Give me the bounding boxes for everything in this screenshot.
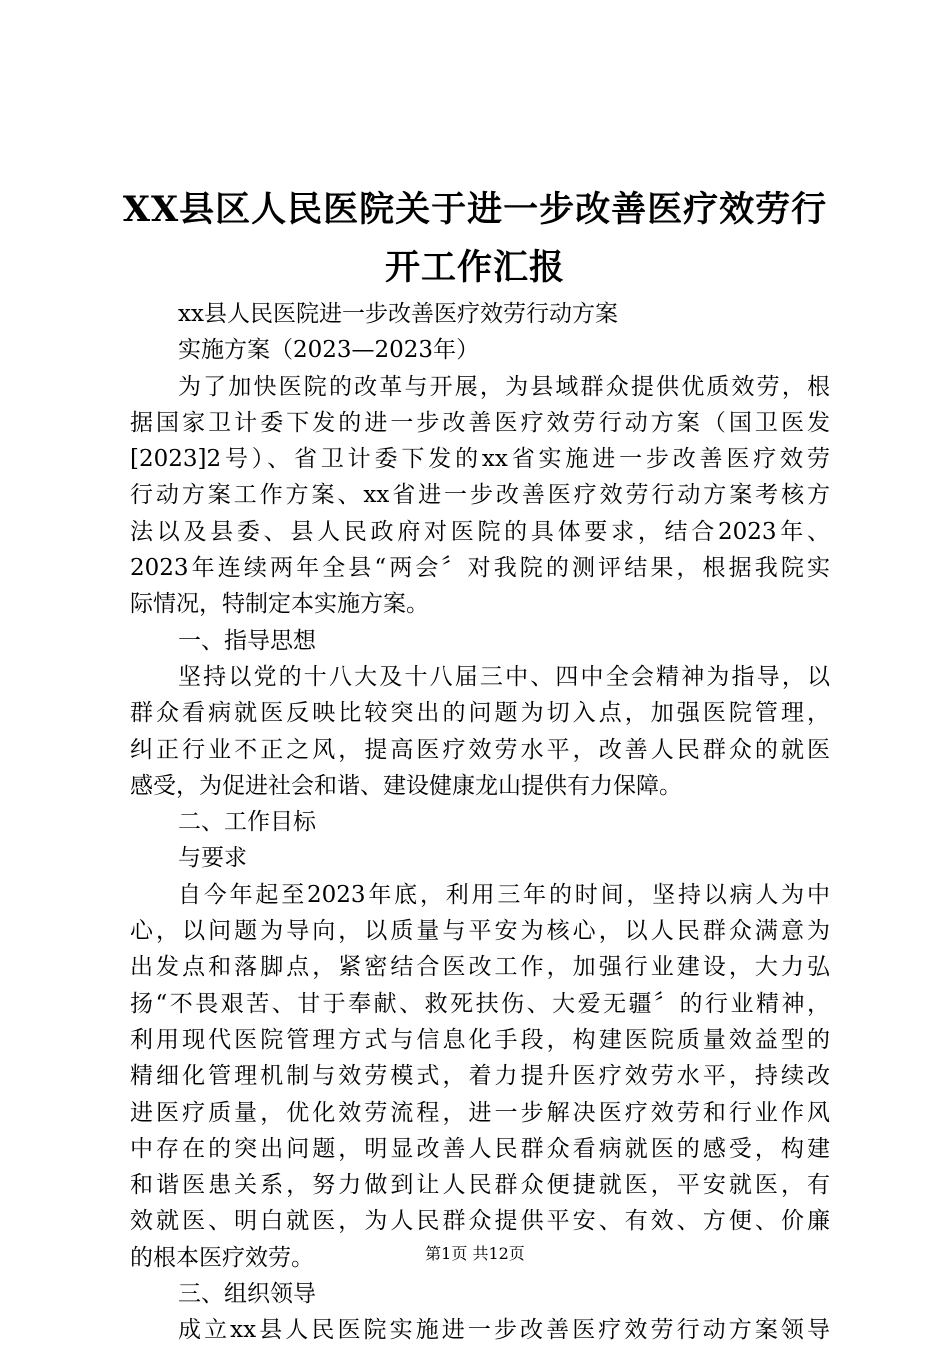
body-text-line: 与要求 (178, 845, 247, 872)
body-text-line: 二、工作目标 (178, 809, 316, 836)
body-text-line: 心，以问题为导向，以质量与平安为核心，以人民群众满意为 (130, 918, 830, 945)
body-text-line: 坚持以党的十八大及十八届三中、四中全会精神为指导，以 (178, 663, 830, 690)
body-text-line: 法以及县委、县人民政府对医院的具体要求，结合2023年、 (130, 518, 830, 545)
body-text-line: 纠正行业不正之风，提高医疗效劳水平，改善人民群众的就医 (130, 736, 830, 763)
body-text-line: 效就医、明白就医，为人民群众提供平安、有效、方便、价廉 (130, 1208, 830, 1235)
page-number-footer: 第1页 共12页 (425, 1244, 525, 1263)
body-text-line: 据国家卫计委下发的进一步改善医疗效劳行动方案（国卫医发 (130, 409, 830, 436)
body-text-line: 利用现代医院管理方式与信息化手段，构建医院质量效益型的 (130, 1026, 830, 1053)
body-text-line: 精细化管理机制与效劳模式，着力提升医疗效劳水平，持续改 (130, 1063, 830, 1090)
body-text-line: 行动方案工作方案、xx省进一步改善医疗效劳行动方案考核方 (130, 482, 830, 509)
body-text-line: 一、指导思想 (178, 627, 316, 654)
document-title-line-1: XX县区人民医院关于进一步改善医疗效劳行 (122, 189, 828, 230)
body-text-line: xx县人民医院进一步改善医疗效劳行动方案 (178, 301, 618, 327)
body-text-line: 实施方案（2023—2023年） (178, 337, 480, 364)
body-text-line: 成立xx县人民医院实施进一步改善医疗效劳行动方案领导 (178, 1317, 830, 1344)
body-text-line: 的根本医疗效劳。 (130, 1244, 314, 1271)
body-text-line: 扬“不畏艰苦、甘于奉献、救死扶伤、大爱无疆〞的行业精神， (130, 990, 830, 1017)
document-title-line-2: 开工作汇报 (384, 247, 565, 288)
body-text-line: 2023年连续两年全县“两会〞对我院的测评结果，根据我院实 (130, 555, 830, 582)
body-text-line: 感受，为促进社会和谐、建设健康龙山提供有力保障。 (130, 772, 682, 799)
body-text-line: 进医疗质量，优化效劳流程，进一步解决医疗效劳和行业作风 (130, 1099, 830, 1126)
body-text-line: 三、组织领导 (178, 1281, 316, 1308)
body-text-line: 群众看病就医反映比较突出的问题为切入点，加强医院管理， (130, 700, 830, 727)
body-text-line: 自今年起至2023年底，利用三年的时间，坚持以病人为中 (178, 881, 830, 908)
body-text-line: 为了加快医院的改革与开展，为县域群众提供优质效劳，根 (178, 373, 830, 400)
document-body (130, 296, 830, 1349)
body-text-line: 中存在的突出问题，明显改善人民群众看病就医的感受，构建 (130, 1135, 830, 1162)
body-text-line: 出发点和落脚点，紧密结合医改工作，加强行业建设，大力弘 (130, 954, 830, 981)
body-text-line: [2023]2号）、省卫计委下发的xx省实施进一步改善医疗效劳 (130, 446, 830, 473)
body-text-line: 际情况，特制定本实施方案。 (130, 591, 429, 618)
body-text-line: 和谐医患关系，努力做到让人民群众便捷就医，平安就医，有 (130, 1172, 830, 1199)
